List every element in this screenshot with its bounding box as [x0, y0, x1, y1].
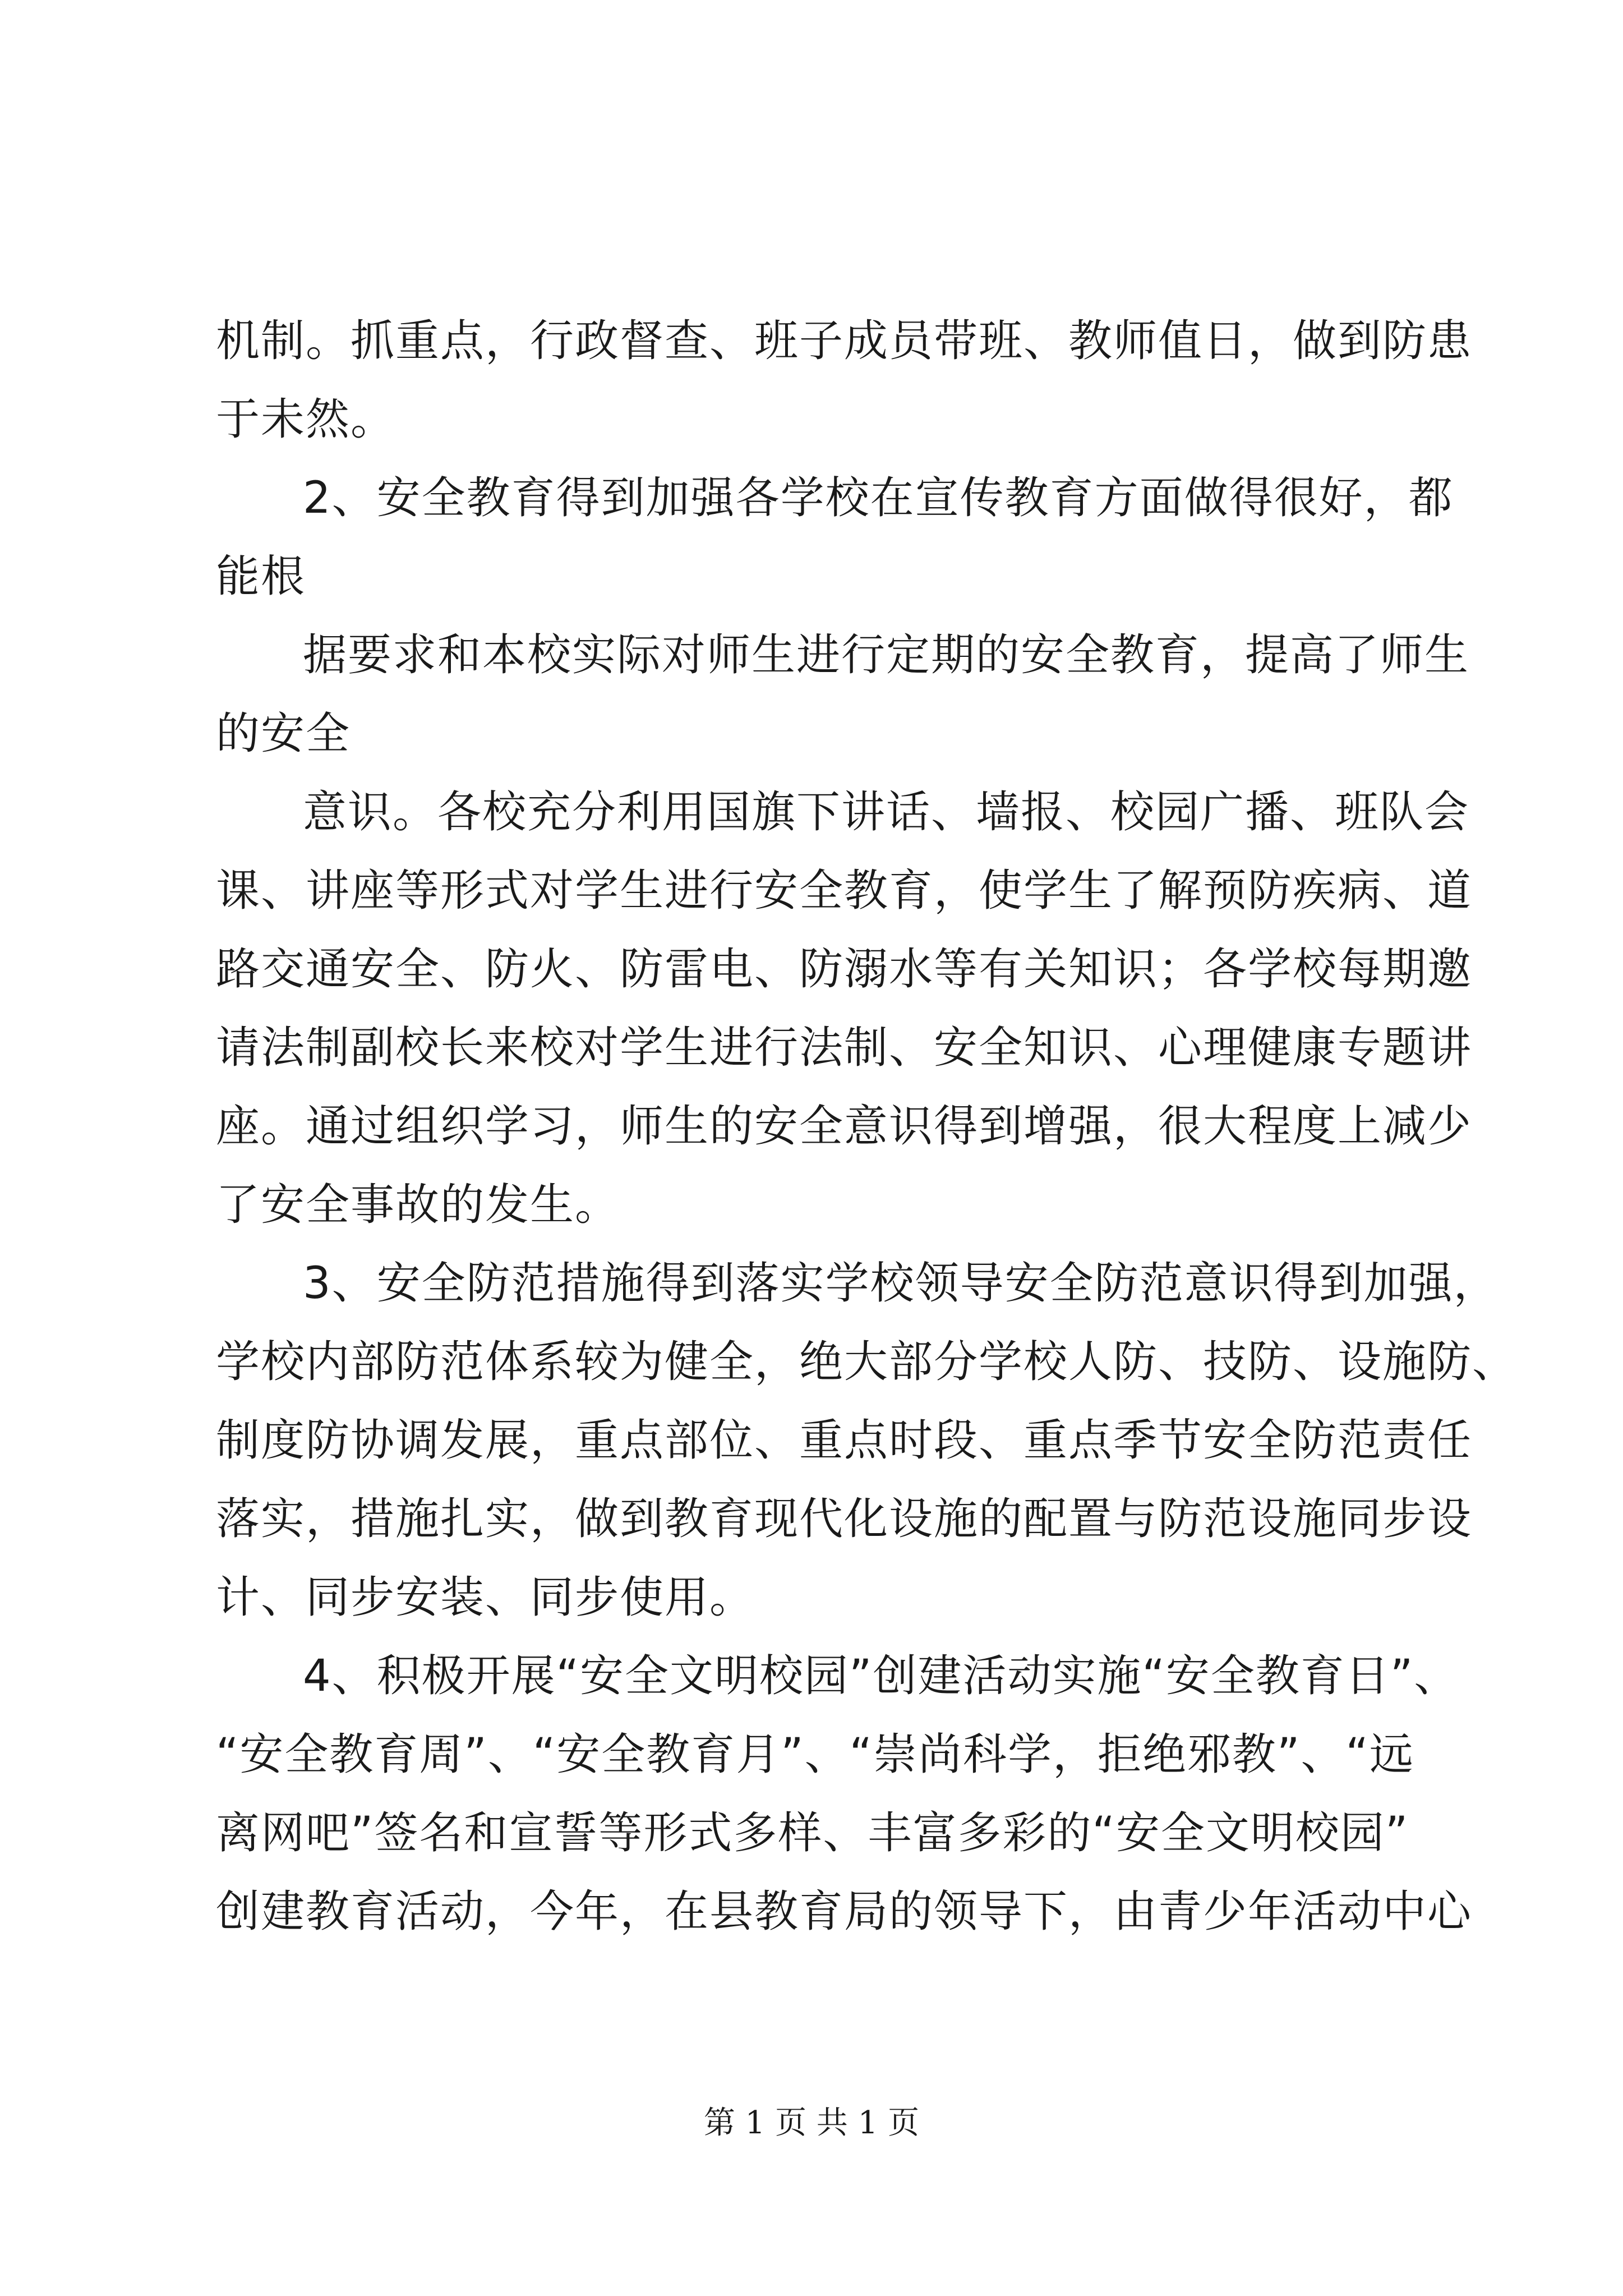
text-line: 落实，措施扎实，做到教育现代化设施的配置与防范设施同步设 — [216, 1494, 1473, 1544]
text-line: 意识。各校充分利用国旗下讲话、墙报、校园广播、班队会 — [303, 787, 1470, 838]
text-line: 课、讲座等形式对学生进行安全教育，使学生了解预防疾病、道 — [216, 866, 1473, 916]
text-line: 机制。抓重点，行政督查、班子成员带班、教师值日，做到防患 — [216, 316, 1473, 366]
text-line: 2、安全教育得到加强各学校在宣传教育方面做得很好，都 — [303, 473, 1454, 523]
text-line: 请法制副校长来校对学生进行法制、安全知识、心理健康专题讲 — [216, 1023, 1473, 1073]
text-line: 能根 — [216, 551, 306, 602]
text-line: 3、安全防范措施得到落实学校领导安全防范意识得到加强， — [303, 1258, 1498, 1309]
text-line: 4、积极开展“安全文明校园”创建活动实施“安全教育日”、 — [303, 1651, 1459, 1701]
text-line: 了安全事故的发生。 — [216, 1180, 620, 1230]
text-line: 的安全 — [216, 708, 351, 759]
text-line: 离网吧”签名和宣誓等形式多样、丰富多彩的“安全文明校园” — [216, 1808, 1409, 1858]
text-line: 制度防协调发展，重点部位、重点时段、重点季节安全防范责任 — [216, 1415, 1473, 1466]
text-line: 创建教育活动，今年，在县教育局的领导下，由青少年活动中心 — [216, 1887, 1473, 1937]
text-line: 座。通过组织学习，师生的安全意识得到增强，很大程度上减少 — [216, 1101, 1473, 1152]
text-line: 于未然。 — [216, 394, 396, 445]
document-body — [216, 302, 1518, 1951]
text-line: 据要求和本校实际对师生进行定期的安全教育，提高了师生 — [303, 630, 1470, 680]
text-line: 路交通安全、防火、防雷电、防溺水等有关知识；各学校每期邀 — [216, 944, 1473, 995]
text-line: 计、同步安装、同步使用。 — [216, 1572, 755, 1623]
text-line: “安全教育周”、“安全教育月”、“崇尚科学，拒绝邪教”、“远 — [216, 1729, 1414, 1780]
text-line: 学校内部防范体系较为健全，绝大部分学校人防、技防、设施防、 — [216, 1337, 1518, 1387]
page-footer: 第 1 页 共 1 页 — [703, 2105, 920, 2141]
